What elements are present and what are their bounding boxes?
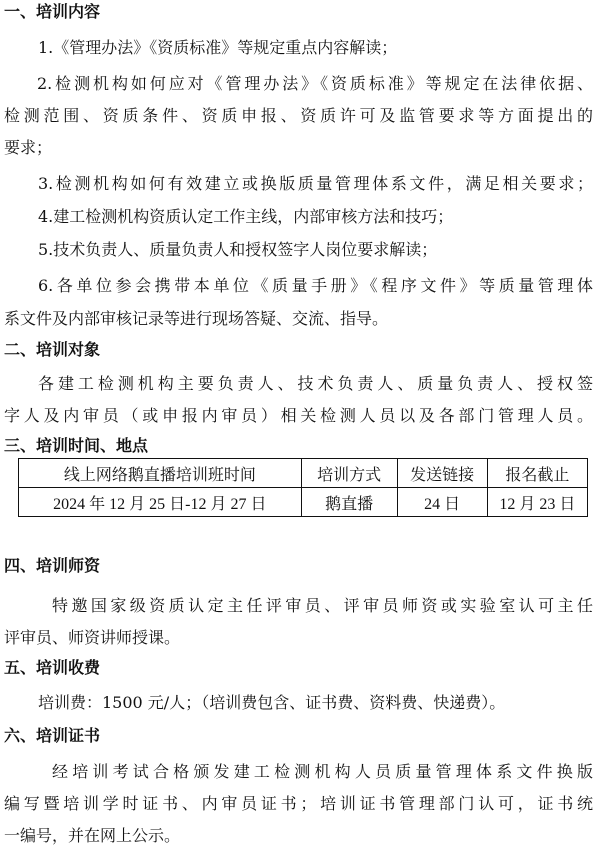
heading-training-faculty: 四、培训师资 [4,556,101,575]
content-line-9: 系文件及内部审核记录等进行现场答疑、交流、指导。 [4,309,389,328]
header-cell-method: 培训方式 [301,459,397,488]
heading-training-audience: 二、培训对象 [4,340,101,359]
header-cell-link: 发送链接 [397,459,487,488]
schedule-header-row [19,459,588,488]
header-cell-time: 线上网络鹅直播培训班时间 [19,459,302,488]
content-line-7: 5.技术负责人、质量负责人和授权签字人岗位要求解读； [38,240,438,259]
cell-training-dates: 2024 年 12 月 25 日-12 月 27 日 [19,488,302,517]
content-line-6: 4.建工检测机构资质认定工作主线，内部审核方法和技巧； [38,207,454,226]
faculty-line-2: 评审员、师资讲师授课。 [4,628,181,647]
audience-line-1: 各建工检测机构主要负责人、技术负责人、质量负责人、授权签 [38,374,593,393]
heading-training-schedule: 三、培训时间、地点 [4,436,149,455]
heading-training-fees: 五、培训收费 [4,658,101,677]
content-line-5: 3.检测机构如何有效建立或换版质量管理体系文件，满足相关要求； [38,174,593,193]
faculty-line-1: 特邀国家级资质认定主任评审员、评审员师资或实验室认可主任 [52,596,593,615]
content-line-2: 2.检测机构如何应对《管理办法》《资质标准》等规定在法律依据、 [37,74,593,93]
audience-line-2: 字人及内审员（或申报内审员）相关检测人员以及各部门管理人员。 [4,406,593,425]
certificate-line-3: 一编号，并在网上公示。 [4,826,181,845]
content-line-1: 1.《管理办法》《资质标准》等规定重点内容解读； [38,38,398,57]
content-line-4: 要求； [4,138,53,157]
fees-line-1: 培训费：1500 元/人；（培训费包含、证书费、资料费、快递费）。 [38,693,506,712]
cell-training-method: 鹅直播 [301,488,397,517]
certificate-line-2: 编写暨培训学时证书、内审员证书；培训证书管理部门认可，证书统 [4,794,593,813]
heading-training-certificate: 六、培训证书 [4,726,101,745]
certificate-line-1: 经培训考试合格颁发建工检测机构人员质量管理体系文件换版 [52,762,593,781]
content-line-8: 6.各单位参会携带本单位《质量手册》《程序文件》等质量管理体 [38,276,593,295]
header-cell-deadline: 报名截止 [487,459,587,488]
content-line-3: 检测范围、资质条件、资质申报、资质许可及监管要求等方面提出的 [4,106,593,125]
heading-training-content: 一、培训内容 [4,2,101,21]
cell-signup-deadline: 12 月 23 日 [487,488,587,517]
schedule-table [18,458,588,517]
schedule-data-row [19,488,588,517]
cell-link-date: 24 日 [397,488,487,517]
